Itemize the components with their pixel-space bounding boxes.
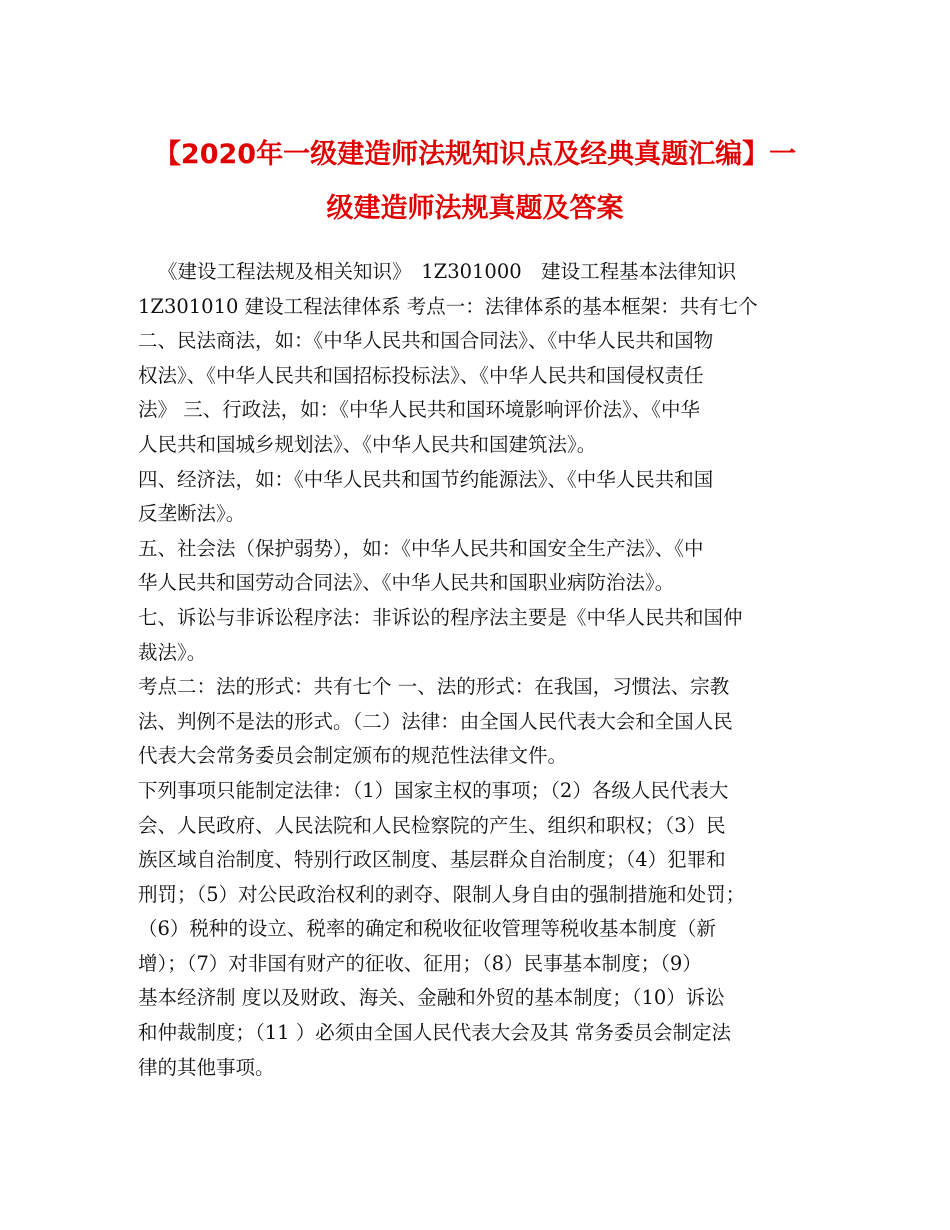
body-line: 考点二：法的形式：共有七个 一、法的形式：在我国，习惯法、宗教	[138, 675, 730, 699]
body-line: 人民共和国城乡规划法》、《中华人民共和国建筑法》。	[138, 432, 597, 456]
body-line: 律的其他事项。	[138, 1055, 275, 1079]
document-title	[125, 128, 825, 236]
body-line: 代表大会常务委员会制定颁布的规范性法律文件。	[138, 744, 568, 768]
body-line: 反垄断法》。	[138, 502, 246, 526]
body-line: 1Z301010 建设工程法律体系 考点一：法律体系的基本框架：共有七个	[138, 294, 758, 318]
title-line-2: 级建造师法规真题及答案	[326, 193, 624, 224]
body-line: 四、经济法，如：《中华人民共和国节约能源法》、《中华人民共和国	[138, 467, 714, 491]
title-line-1: 【2020年一级建造师法规知识点及经典真题汇编】一	[153, 139, 797, 170]
body-line: 下列事项只能制定法律：（1）国家主权的事项；（2）各级人民代表大	[138, 778, 729, 802]
body-line: 权法》、《中华人民共和国招标投标法》、《中华人民共和国侵权责任	[138, 363, 704, 387]
body-line: 法》 三、行政法，如：《中华人民共和国环境影响评价法》、《中华	[138, 398, 700, 422]
document-body	[138, 255, 818, 1085]
body-line: 裁法》。	[138, 640, 207, 664]
body-line: 族区域自治制度、特别行政区制度、基层群众自治制度；（4）犯罪和	[138, 848, 726, 872]
body-line: 和仲裁制度；（11 ）必须由全国人民代表大会及其 常务委员会制定法	[138, 1021, 731, 1045]
body-line: 七、诉讼与非诉讼程序法：非诉讼的程序法主要是《中华人民共和国仲	[138, 605, 743, 629]
body-line: 华人民共和国劳动合同法》、《中华人民共和国职业病防治法》。	[138, 571, 675, 595]
body-line: 《建设工程法规及相关知识》 1Z301000 建设工程基本法律知识	[158, 260, 737, 283]
body-line: 会、人民政府、人民法院和人民检察院的产生、组织和职权；（3）民	[138, 813, 726, 837]
body-line: 二、民法商法，如：《中华人民共和国合同法》、《中华人民共和国物	[138, 329, 714, 353]
body-line: 刑罚；（5）对公民政治权利的剥夺、限制人身自由的强制措施和处罚；	[138, 882, 746, 906]
body-line: （6）税种的设立、税率的确定和税收征收管理等税收基本制度（新	[138, 917, 716, 941]
body-line: 五、社会法（保护弱势），如：《中华人民共和国安全生产法》、《中	[138, 536, 704, 560]
body-line: 法、判例不是法的形式。（二）法律：由全国人民代表大会和全国人民	[138, 709, 733, 733]
body-line: 基本经济制 度以及财政、海关、金融和外贸的基本制度；（10）诉讼	[138, 986, 725, 1010]
body-line: 增）；（7）对非国有财产的征收、征用；（8）民事基本制度；（9）	[138, 951, 702, 975]
